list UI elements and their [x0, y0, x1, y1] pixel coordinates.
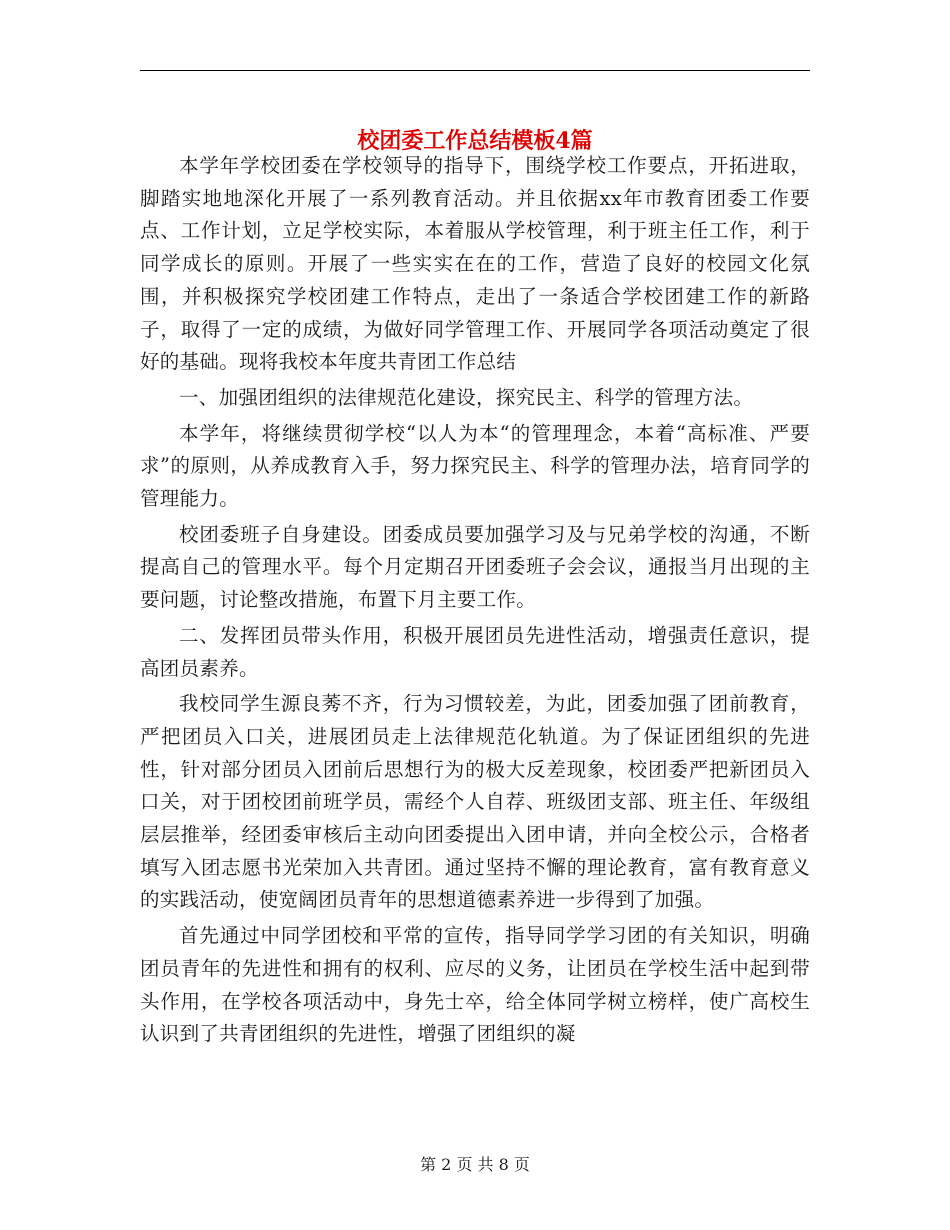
page-footer: [140, 1153, 810, 1177]
footer-prefix: 第: [420, 1155, 437, 1174]
section-heading-2: 二、发挥团员带头作用，积极开展团员先进性活动，增强责任意识，提高团员素养。: [140, 623, 810, 680]
paragraph: 首先通过中同学团校和平常的宣传，指导同学学习团的有关知识，明确团员青年的先进性和拥有的权利、应尽的义务，让团员在学校生活中起到带头作用，在学校各项活动中，身先士卒，给全体同学树立榜样，使广高校生认识到了共青团组织的先进性，增强了团组织的凝: [140, 924, 810, 1046]
paragraph: 校团委班子自身建设。团委成员要加强学习及与兄弟学校的沟通，不断提高自己的管理水平。每个月定期召开团委班子会会议，通报当月出现的主要问题，讨论整改措施，布置下月主要工作。: [140, 522, 810, 612]
document-body: [140, 150, 810, 1051]
page-total: 8: [498, 1155, 509, 1174]
header-rule: [140, 70, 810, 71]
section-heading-1: 一、加强团组织的法律规范化建设，探究民主、科学的管理方法。: [179, 385, 754, 409]
page-number: 2: [441, 1155, 452, 1174]
footer-suffix: 页: [513, 1155, 530, 1174]
paragraph-intro: 本学年学校团委在学校领导的指导下，围绕学校工作要点，开拓进取，脚踏实地地深化开展了一系列教育活动。并且依据xx年市教育团委工作要点、工作计划，立足学校实际，本着服从学校管理，利于班主任工作，利于同学成长的原则。开展了一些实实在在的工作，营造了良好的校园文化氛围，并积极探究学校团建工作特点，走出了一条适合学校团建工作的新路子，取得了一定的成绩，为做好同学管理工作、开展同学各项活动奠定了很好的基础。现将我校本年度共青团工作总结: [140, 154, 810, 374]
document-title: 校团委工作总结模板4篇: [357, 127, 593, 154]
footer-mid: 页 共: [456, 1155, 494, 1174]
paragraph: 我校同学生源良莠不齐，行为习惯较差，为此，团委加强了团前教育，严把团员入口关，进展团员走上法律规范化轨道。为了保证团组织的先进性，针对部分团员入团前后思想行为的极大反差现象，校团委严把新团员入口关，对于团校团前班学员，需经个人自荐、班级团支部、班主任、年级组层层推举，经团委审核后主动向团委提出入团申请，并向全校公示，合格者填写入团志愿书光荣加入共青团。通过坚持不懈的理论教育，富有教育意义的实践活动，使宽阔团员青年的思想道德素养进一步得到了加强。: [140, 692, 810, 912]
paragraph: 本学年，将继续贯彻学校“以人为本“的管理理念，本着“高标准、严要求”的原则，从养成教育入手，努力探究民主、科学的管理办法，培育同学的管理能力。: [140, 421, 810, 511]
